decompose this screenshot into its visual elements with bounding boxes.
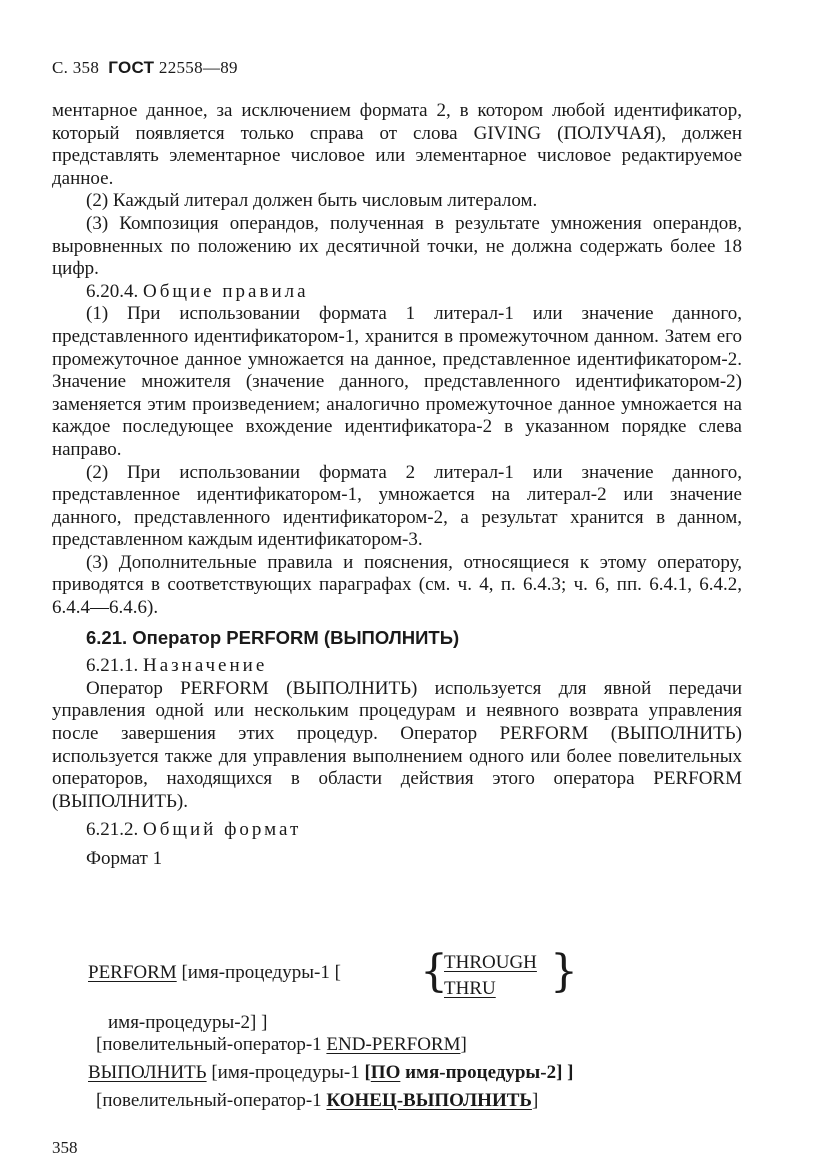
- imperative-statement-ru: [повелительный-оператор-1: [96, 1090, 322, 1111]
- closing-bracket: ]: [531, 1090, 539, 1111]
- keyword-through: THROUGH: [444, 952, 537, 973]
- imperative-statement: [повелительный-оператор-1: [96, 1034, 322, 1055]
- paragraph: (3) Композиция операндов, полученная в результате умножения операндов, выровненных по положению их десятичной точки, не должна содержать более 18 цифр.: [52, 212, 742, 280]
- brace-left: {: [420, 946, 448, 997]
- section-title: Назначение: [143, 655, 268, 677]
- procedure-name-1: [имя-процедуры-1: [181, 962, 330, 983]
- section-heading-6-21-1: [52, 655, 742, 678]
- body-text: [52, 100, 742, 871]
- section-number: 6.21.2.: [86, 819, 139, 841]
- format-line-1: [88, 962, 341, 984]
- paragraph: (2) Каждый литерал должен быть числовым литералом.: [86, 190, 538, 212]
- keyword-vypolnit: ВЫПОЛНИТЬ: [88, 1062, 207, 1083]
- paragraph: Оператор PERFORM (ВЫПОЛНИТЬ) используется для явной передачи управления одной или нескольким процедурам и неявного возврата управления после завершения этих процедур. Оператор PERFORM (ВЫПОЛНИТЬ) используется также для управления выполнением одного или более повелительных операторов, находящихся в области действия этого оператора PERFORM (ВЫПОЛНИТЬ).: [52, 677, 742, 812]
- section-number: 6.20.4.: [86, 280, 139, 302]
- format-label: Формат 1: [86, 848, 163, 869]
- section-heading-6-21-2: [52, 819, 742, 842]
- procedure-name-2-ru: имя-процедуры-2] ]: [405, 1062, 574, 1083]
- section-title: Общий формат: [143, 819, 302, 841]
- paragraph: (3) Дополнительные правила и пояснения, относящиеся к этому оператору, приводятся в соответствующих параграфах (см. ч. 4, п. 6.4.3; ч. 6, пп. 6.4.1, 6.4.2, 6.4.4—6.4.6).: [52, 551, 742, 619]
- optional-bracket: [: [334, 962, 341, 983]
- format-line-2: [108, 1012, 267, 1034]
- format-line-4: [88, 1062, 574, 1084]
- paragraph: (2) При использовании формата 2 литерал-1 или значение данного, представленное идентификатором-1, умножается на литерал-2 или значение данного, представленного идентификатором-2, а результат хранится в данном, представленном каждым идентификатором-3.: [52, 461, 742, 551]
- format-line-3: [96, 1034, 467, 1056]
- page-number: 358: [52, 1138, 78, 1157]
- keyword-perform: PERFORM: [88, 962, 177, 983]
- through-choices: [444, 950, 537, 1002]
- format-line-5: [96, 1090, 538, 1112]
- section-heading-6-20-4: [52, 281, 742, 304]
- optional-bracket: [: [364, 1062, 371, 1083]
- section-title: Общие правила: [143, 280, 309, 302]
- section-heading-6-21: 6.21. Оператор PERFORM (ВЫПОЛНИТЬ): [86, 626, 460, 648]
- procedure-name-2: имя-процедуры-2] ]: [108, 1012, 268, 1033]
- section-number: 6.21.1.: [86, 655, 139, 677]
- header-standard-number: 22558—89: [158, 58, 238, 77]
- keyword-konec-vypolnit: КОНЕЦ-ВЫПОЛНИТЬ: [326, 1090, 532, 1111]
- header-standard: ГОСТ: [108, 58, 155, 77]
- procedure-name-1-ru: [имя-процедуры-1: [211, 1062, 360, 1083]
- keyword-po: ПО: [370, 1062, 401, 1083]
- closing-bracket: ]: [460, 1034, 467, 1055]
- document-page: [52, 0, 742, 1169]
- keyword-end-perform: END-PERFORM: [326, 1034, 461, 1055]
- keyword-thru: THRU: [444, 978, 496, 999]
- paragraph: (1) При использовании формата 1 литерал-1 или значение данного, представленного идентификатором-1, хранится в промежуточном данном. Затем его промежуточное данное умножается на данное, представленное идентификатором-2. Значение множителя (значение данного, представленного идентификатором-2) заменяется этим произведением; аналогично промежуточное данное умножается на каждое последующее вхождение идентификатора-2 в указанном порядке слева направо.: [52, 303, 742, 460]
- page-header: [52, 58, 238, 78]
- brace-right: }: [550, 946, 578, 997]
- paragraph: ментарное данное, за исключением формата 2, в котором любой идентификатор, который появляется только справа от слова GIVING (ПОЛУЧАЯ), должен представлять элементарное числовое или элементарное числовое редактируемое данное.: [52, 100, 742, 189]
- header-page-prefix: С. 358: [52, 58, 100, 77]
